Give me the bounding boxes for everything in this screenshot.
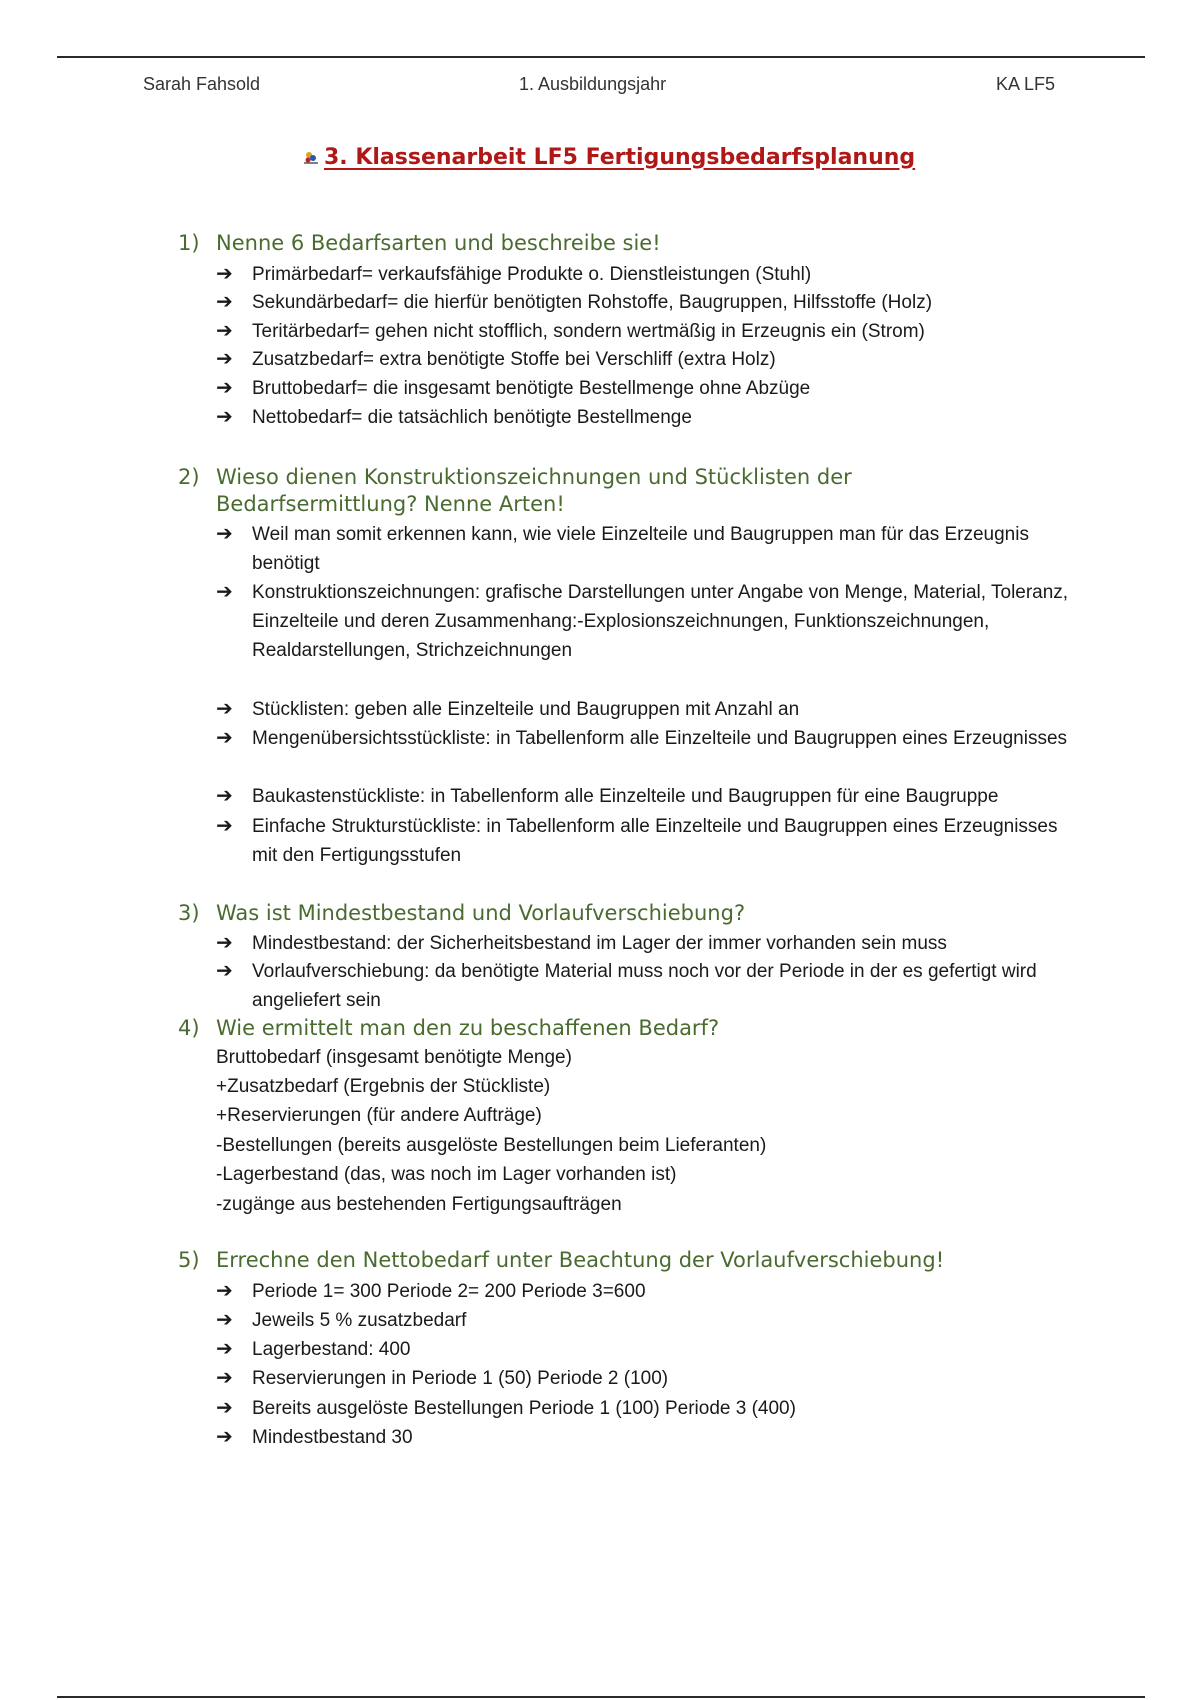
header-author: Sarah Fahsold [143,74,261,94]
question-3 [178,900,1078,927]
arrow-icon: ➔ [216,320,233,342]
question-number: 5) [178,1248,200,1272]
formula-line: -Lagerbestand (das, was noch im Lager vorhanden ist) [216,1164,677,1185]
question-4 [178,1015,1078,1042]
header-code: KA LF5 [996,74,1056,94]
arrow-icon: ➔ [216,523,233,545]
question-number: 4) [178,1016,200,1040]
formula-line: Bruttobedarf (insgesamt benötigte Menge) [216,1047,572,1068]
arrow-icon: ➔ [216,815,233,837]
arrow-icon: ➔ [216,1367,233,1389]
formula-line: +Zusatzbedarf (Ergebnis der Stückliste) [216,1076,551,1097]
question-number: 3) [178,901,200,925]
question-text: Wieso dienen Konstruktionszeichnungen und Stücklisten der Bedarfsermittlung? Nenne Arten! [216,465,852,516]
question-text: Was ist Mindestbestand und Vorlaufverschiebung? [216,901,746,925]
arrow-icon: ➔ [216,785,233,807]
arrow-icon: ➔ [216,263,233,285]
bottom-rule [57,1696,1145,1698]
flower-bullet-icon [300,146,322,168]
formula-line: -zugänge aus bestehenden Fertigungsaufträgen [216,1194,622,1215]
page-header [0,74,1200,100]
arrow-icon: ➔ [216,1309,233,1331]
question-text: Nenne 6 Bedarfsarten und beschreibe sie! [216,231,661,255]
arrow-icon: ➔ [216,932,233,954]
top-rule [57,56,1145,58]
arrow-icon: ➔ [216,581,233,603]
formula-line: +Reservierungen (für andere Aufträge) [216,1105,542,1126]
arrow-icon: ➔ [216,406,233,428]
arrow-icon: ➔ [216,1426,233,1448]
document-title: 3. Klassenarbeit LF5 Fertigungsbedarfsplanung [324,144,916,170]
arrow-icon: ➔ [216,377,233,399]
header-year: 1. Ausbildungsjahr [519,74,667,94]
question-number: 2) [178,465,200,489]
question-5 [178,1247,1078,1274]
document-title-row [300,140,915,174]
arrow-icon: ➔ [216,1338,233,1360]
question-text: Wie ermittelt man den zu beschaffenen Bedarf? [216,1016,720,1040]
arrow-icon: ➔ [216,348,233,370]
arrow-icon: ➔ [216,960,233,982]
question-number: 1) [178,231,200,255]
arrow-icon: ➔ [216,698,233,720]
arrow-icon: ➔ [216,291,233,313]
question-1 [178,230,1078,257]
formula-line: -Bestellungen (bereits ausgelöste Bestellungen beim Lieferanten) [216,1135,767,1156]
arrow-icon: ➔ [216,1397,233,1419]
arrow-icon: ➔ [216,1280,233,1302]
arrow-icon: ➔ [216,727,233,749]
question-text: Errechne den Nettobedarf unter Beachtung der Vorlaufverschiebung! [216,1248,945,1272]
question-2 [178,464,1078,518]
